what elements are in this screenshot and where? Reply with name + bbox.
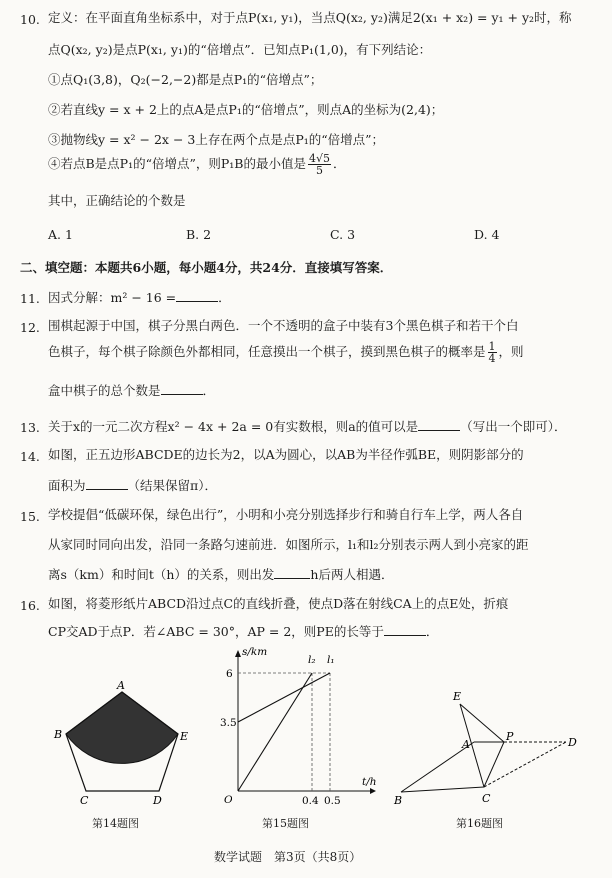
q12-line1: 围棋起源于中国，棋子分黑白两色．一个不透明的盒子中装有3个黑色棋子和若干个白 [48, 318, 519, 333]
q10-s4-end: ． [333, 156, 346, 171]
q15-answer-blank [274, 568, 310, 579]
q13-end: （写出一个即可）． [460, 419, 567, 434]
q14-number: 14. [20, 449, 40, 464]
fig16-label-c: C [482, 792, 491, 805]
fig15-line-l1 [238, 673, 330, 722]
fig14-caption: 第14题图 [92, 817, 139, 830]
q10-option-c: C. 3 [330, 227, 356, 242]
q10-statement-3: ③抛物线y = x² − 2x − 3上存在两个点是点P₁的“倍增点”； [48, 132, 385, 147]
q10-statement-4 [48, 153, 346, 176]
q10-line1: 定义：在平面直角坐标系中，对于点P(x₁, y₁)，当点Q(x₂, y₂)满足2(x₁ + x₂) = y₁ + y₂时，称 [48, 10, 572, 25]
fig15-x-label: t/h [362, 776, 377, 788]
q14-line2-text: 面积为 [48, 478, 86, 493]
q15-line3-text: 离s（km）和时间t（h）的关系，则出发 [48, 567, 275, 582]
q13-number: 13. [20, 420, 40, 435]
q16-line2-text: CP交AD于点P．若∠ABC = 30°，AP = 2，则PE的长等于 [48, 624, 384, 639]
q12-line3 [48, 384, 215, 398]
q12-fraction-numerator: 1 [488, 340, 496, 353]
figure-16 [392, 690, 592, 812]
fig15-ytick-6: 6 [226, 668, 233, 680]
q10-statement-1: ①点Q₁(3,8)，Q₂(−2,−2)都是点P₁的“倍增点”； [48, 72, 323, 87]
figure-14 [50, 680, 200, 815]
fig15-ytick-35: 3.5 [220, 717, 237, 729]
q11-number: 11. [20, 291, 40, 306]
fig14-label-c: C [80, 794, 89, 807]
fig16-label-a: A [462, 738, 470, 751]
q10-option-a: A. 1 [48, 227, 73, 242]
q11-end: ． [218, 290, 231, 305]
q12-line3-text: 盒中棋子的总个数是 [48, 383, 161, 398]
q11-answer-blank [176, 291, 218, 302]
fig15-label-l1: l₁ [327, 654, 335, 666]
fig16-label-b: B [394, 794, 403, 807]
page-footer: 数学试题 第3页（共8页） [214, 850, 362, 864]
fig15-xtick-05: 0.5 [324, 795, 341, 807]
q10-statement-2: ②若直线y = x + 2上的点A是点P₁的“倍增点”，则点A的坐标为(2,4)； [48, 102, 444, 117]
fig16-label-d: D [568, 736, 577, 749]
q14-line2 [48, 479, 217, 493]
q12-answer-blank [161, 384, 203, 395]
q15-line3 [48, 568, 393, 582]
fig15-y-arrow [235, 650, 241, 657]
q13-answer-blank [418, 420, 460, 431]
fig16-edge-bc [401, 787, 484, 792]
q10-number: 10. [20, 12, 40, 27]
q12-number: 12. [20, 320, 40, 335]
fig16-edge-pc [484, 742, 504, 787]
q16-number: 16. [20, 598, 40, 613]
fig15-x-arrow [370, 788, 376, 794]
q11-text [48, 291, 231, 305]
fig15-caption: 第15题图 [262, 817, 309, 830]
fig14-label-d: D [153, 794, 162, 807]
q10-question: 其中，正确结论的个数是 [48, 193, 186, 208]
q10-fraction [308, 153, 331, 176]
q15-line1: 学校提倡“低碳环保，绿色出行”，小明和小亮分别选择步行和骑自行车上学，两人各自 [48, 507, 524, 522]
fig16-edge-ep [460, 704, 504, 742]
q16-line2-end: ． [425, 624, 439, 639]
q13-prompt: 关于x的一元二次方程x² − 4x + 2a = 0有实数根，则a的值可以是 [48, 419, 419, 434]
q10-line2: 点Q(x₂, y₂)是点P(x₁, y₁)的“倍增点”．已知点P₁(1,0)，有下列结论： [48, 42, 432, 57]
fig16-caption: 第16题图 [456, 817, 503, 830]
q14-answer-blank [86, 479, 128, 490]
q10-fraction-numerator: 4√5 [309, 152, 331, 165]
fig16-label-e: E [453, 690, 462, 703]
q15-line3-end: h后两人相遇． [310, 567, 394, 582]
q10-fraction-denominator: 5 [316, 164, 323, 177]
q14-line1: 如图，正五边形ABCDE的边长为2，以A为圆心，以AB为半径作弧BE，则阴影部分的 [48, 447, 524, 462]
fig16-label-p: P [506, 730, 514, 743]
q12-fraction [488, 341, 497, 364]
fig15-label-l2: l₂ [308, 654, 316, 666]
fig15-line-l2 [238, 673, 312, 791]
q16-answer-blank [384, 625, 426, 636]
fig14-shaded-sector [66, 692, 178, 763]
q12-line2-end: ，则 [498, 344, 524, 359]
q12-line2 [48, 341, 524, 364]
figure-15 [218, 643, 393, 813]
q10-s4-text: ④若点B是点P₁的“倍增点”，则P₁B的最小值是 [48, 156, 306, 171]
q12-line2-text: 色棋子，每个棋子除颜色外都相同，任意摸出一个棋子，摸到黑色棋子的概率是 [48, 344, 486, 359]
fig14-label-b: B [54, 728, 63, 741]
fig15-y-label: s/km [242, 646, 268, 658]
q11-prompt: 因式分解：m² − 16 = [48, 290, 177, 305]
q15-number: 15. [20, 509, 40, 524]
section-2-heading: 二、填空题：本题共6小题，每小题4分，共24分．直接填写答案． [20, 260, 393, 275]
fig15-origin: O [224, 794, 233, 806]
fig16-edge-cd [484, 742, 566, 787]
q10-option-b: B. 2 [186, 227, 212, 242]
q14-line2-end: （结果保留π）． [127, 478, 217, 493]
q12-line3-end: ． [202, 383, 216, 398]
fig14-label-e: E [180, 730, 189, 743]
q16-line1: 如图，将菱形纸片ABCD沿过点C的直线折叠，使点D落在射线CA上的点E处，折痕 [48, 596, 509, 611]
q13-text [48, 420, 566, 434]
q16-line2 [48, 625, 438, 639]
q15-line2: 从家同时同向出发，沿同一条路匀速前进．如图所示，l₁和l₂分别表示两人到小亮家的距 [48, 537, 529, 552]
q12-fraction-denominator: 4 [488, 352, 496, 365]
fig14-label-a: A [117, 680, 125, 692]
fig15-xtick-04: 0.4 [302, 795, 319, 807]
q10-option-d: D. 4 [474, 227, 500, 242]
